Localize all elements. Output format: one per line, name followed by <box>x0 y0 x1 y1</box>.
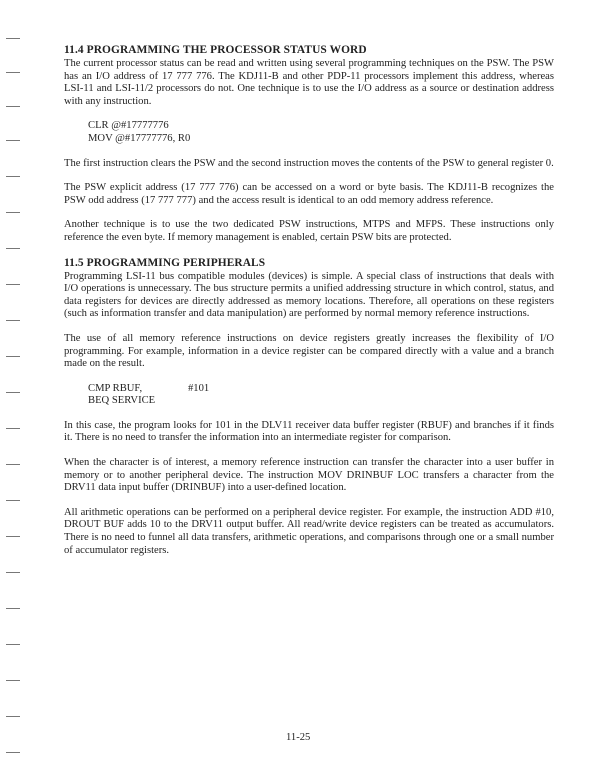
page-number: 11-25 <box>286 732 311 743</box>
paragraph: In this case, the program looks for 101 in the DLV11 receiver data buffer register (RBUF) and branches if it finds it. There is no need to transfer the information into an intermediate register for comparison. <box>64 419 554 444</box>
code-block <box>88 120 554 145</box>
code-line: CLR @#17777776 <box>88 120 169 132</box>
paragraph: Programming LSI-11 bus compatible modules (devices) is simple. A special class of instructions that deals with I/O operations is unnecessary. The bus structure permits a unified addressing structure in which control, status, and data registers for devices are directly addressed as memory locations. Therefore, all operations on these registers (such as information transfer and data manipulation) are performed by normal memory reference instructions. <box>64 270 554 320</box>
paragraph: The current processor status can be read and written using several programming techniques on the PSW. The PSW has an I/O address of 17 777 776. The KDJ11-B and other PDP-11 processors implement this address, whereas LSI-11 and LSI-11/2 processors do not. One technique is to use the I/O address as a source or destination address with any instruction. <box>64 58 554 107</box>
code-line: MOV @#17777776, R0 <box>88 132 191 144</box>
paragraph: When the character is of interest, a memory reference instruction can transfer the character into a user buffer in memory or to another peripheral device. The instruction MOV DRINBUF LOC transfers a character from the DRV11 data input buffer (DRINBUF) into a user-defined location. <box>64 457 554 494</box>
paragraph: The first instruction clears the PSW and the second instruction moves the contents of the PSW to general register 0. <box>64 157 554 169</box>
paragraph: The use of all memory reference instructions on device registers greatly increases the flexibility of I/O programming. For example, information in a device register can be compared directly with a value and a branch made on the result. <box>64 332 554 370</box>
paragraph: The PSW explicit address (17 777 776) can be accessed on a word or byte basis. The KDJ11-B recognizes the PSW odd address (17 777 777) and the access result is identical to an odd memory address reference. <box>64 182 554 206</box>
code-line <box>88 383 554 396</box>
code-op: BEQ SERVICE <box>88 395 156 407</box>
code-line <box>88 395 554 408</box>
paragraph: Another technique is to use the two dedicated PSW instructions, MTPS and MFPS. These instructions only reference the even byte. If memory management is enabled, certain PSW bits are protected. <box>64 219 554 243</box>
paragraph: All arithmetic operations can be performed on a peripheral device register. For example, the instruction ADD #10, DROUT BUF adds 10 to the DRV11 output buffer. All read/write device registers can be treated as accumulators. There is no need to funnel all data transfers, arithmetic operations, and comparisons through one or a small number of accumulator registers. <box>64 506 554 556</box>
code-op: CMP RBUF, <box>88 382 143 394</box>
section-heading-11-4: 11.4 PROGRAMMING THE PROCESSOR STATUS WORD <box>64 44 367 56</box>
code-arg: #101 <box>188 382 210 394</box>
section-heading-11-5: 11.5 PROGRAMMING PERIPHERALS <box>64 256 266 269</box>
code-block <box>88 383 554 408</box>
binding-margin-marks <box>0 0 30 783</box>
page-content <box>64 44 554 557</box>
